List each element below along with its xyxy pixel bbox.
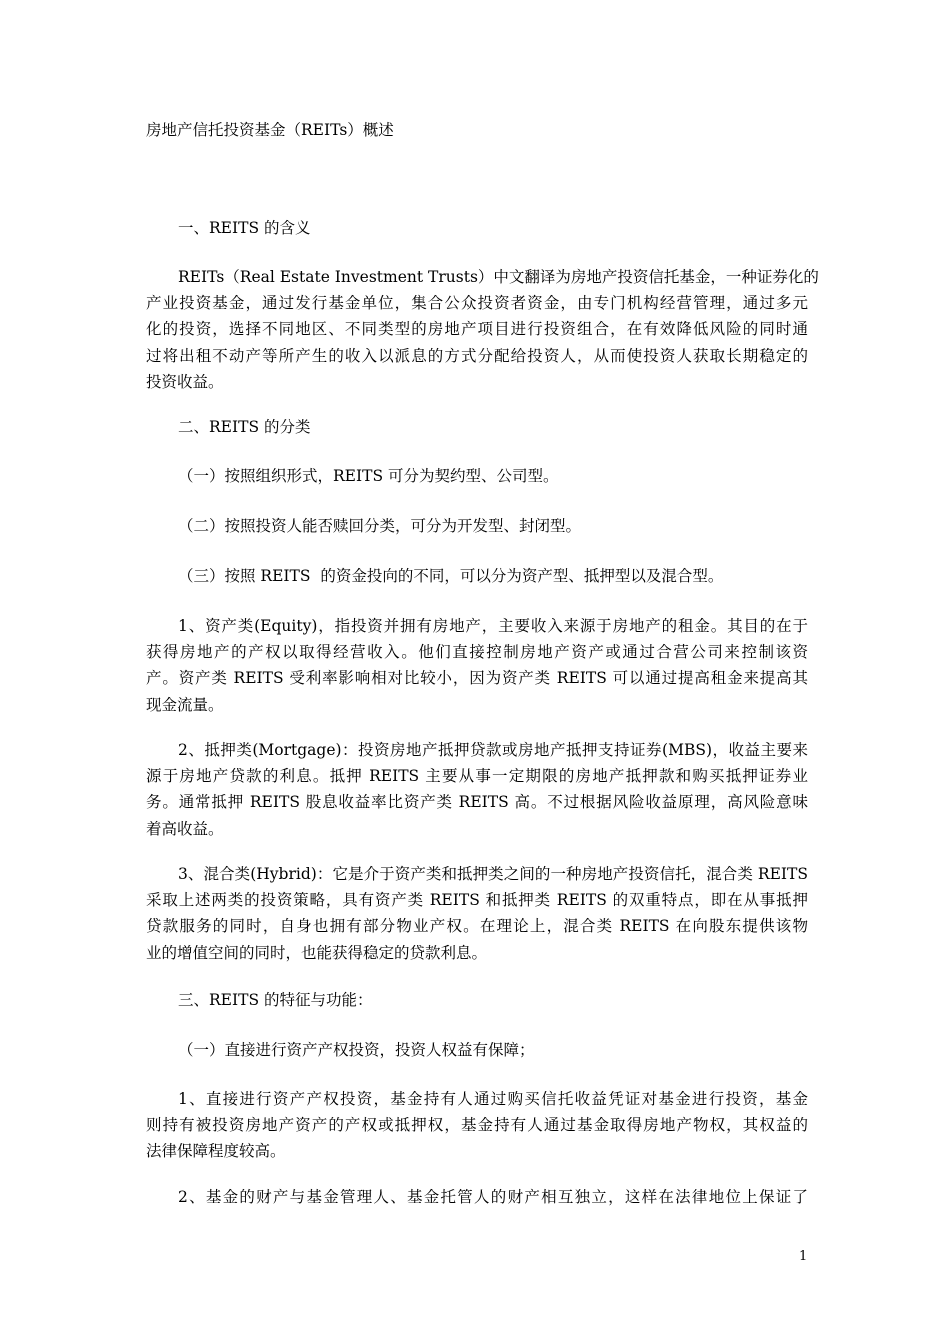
section-heading-classification: 二、REITS 的分类 bbox=[178, 418, 311, 436]
text-line: 源于房地产贷款的利息。抵押 REITS 主要从事一定期限的房地产抵押款和购买抵押证券业 bbox=[146, 767, 808, 786]
text-line: 产业投资基金，通过发行基金单位，集合公众投资者资金，由专门机构经营管理，通过多元 bbox=[146, 294, 808, 313]
text-line: 则持有被投资房地产资产的产权或抵押权，基金持有人通过基金取得房地产物权，其权益的 bbox=[146, 1116, 808, 1135]
text-line: 3、混合类(Hybrid)：它是介于资产类和抵押类之间的一种房地产投资信托，混合类 REITS bbox=[178, 865, 808, 883]
paragraph-reits-definition bbox=[146, 264, 819, 395]
text-line: 2、基金的财产与基金管理人、基金托管人的财产相互独立，这样在法律地位上保证了 bbox=[178, 1188, 808, 1206]
text-line: 1、直接进行资产产权投资，基金持有人通过购买信托收益凭证对基金进行投资，基金 bbox=[178, 1090, 808, 1108]
text-line: 法律保障程度较高。 bbox=[146, 1142, 286, 1161]
paragraph-equity-reits bbox=[146, 613, 808, 718]
paragraph-direct-investment bbox=[146, 1086, 808, 1165]
text-line: 1、资产类(Equity)，指投资并拥有房地产，主要收入来源于房地产的租金。其目的在于 bbox=[178, 617, 808, 635]
subsection-by-redemption: （二）按照投资人能否赎回分类，可分为开发型、封闭型。 bbox=[178, 517, 582, 535]
text-line: 着高收益。 bbox=[146, 819, 224, 838]
section-heading-meaning: 一、REITS 的含义 bbox=[178, 219, 311, 237]
paragraph-hybrid-reits bbox=[146, 861, 808, 966]
text-line: 贷款服务的同时，自身也拥有部分物业产权。在理论上，混合类 REITS 在向股东提供该物 bbox=[146, 917, 808, 936]
text-line: 业的增值空间的同时，也能获得稳定的贷款利息。 bbox=[146, 943, 488, 962]
subsection-direct-investment: （一）直接进行资产产权投资，投资人权益有保障； bbox=[178, 1041, 535, 1059]
text-line: 采取上述两类的投资策略，具有资产类 REITS 和抵押类 REITS 的双重特点，即在从事抵押 bbox=[146, 891, 808, 910]
text-line: 化的投资，选择不同地区、不同类型的房地产项目进行投资组合，在有效降低风险的同时通 bbox=[146, 320, 808, 339]
text-line: 产。资产类 REITS 受利率影响相对比较小，因为资产类 REITS 可以通过提高租金来提高其 bbox=[146, 669, 808, 688]
text-line: 现金流量。 bbox=[146, 695, 224, 714]
document-title: 房地产信托投资基金（REITs）概述 bbox=[146, 121, 394, 139]
section-heading-features: 三、REITS 的特征与功能： bbox=[178, 991, 373, 1009]
text-line: 投资收益。 bbox=[146, 372, 224, 391]
subsection-by-investment: （三）按照 REITS 的资金投向的不同，可以分为资产型、抵押型以及混合型。 bbox=[178, 567, 724, 585]
text-line: REITs（Real Estate Investment Trusts）中文翻译为房地产投资信托基金，一种证券化的 bbox=[178, 268, 819, 286]
text-line: 2、抵押类(Mortgage)：投资房地产抵押贷款或房地产抵押支持证券(MBS)，收益主要来 bbox=[178, 741, 808, 759]
text-line: 过将出租不动产等所产生的收入以派息的方式分配给投资人，从而使投资人获取长期稳定的 bbox=[146, 346, 808, 365]
text-line: 务。通常抵押 REITS 股息收益率比资产类 REITS 高。不过根据风险收益原理，高风险意味 bbox=[146, 793, 808, 812]
text-line: 获得房地产的产权以取得经营收入。他们直接控制房地产资产或通过合营公司来控制该资 bbox=[146, 643, 808, 662]
page-number: 1 bbox=[799, 1249, 808, 1264]
paragraph-asset-independence bbox=[146, 1184, 808, 1210]
subsection-by-organization: （一）按照组织形式，REITS 可分为契约型、公司型。 bbox=[178, 467, 559, 485]
paragraph-mortgage-reits bbox=[146, 737, 808, 842]
